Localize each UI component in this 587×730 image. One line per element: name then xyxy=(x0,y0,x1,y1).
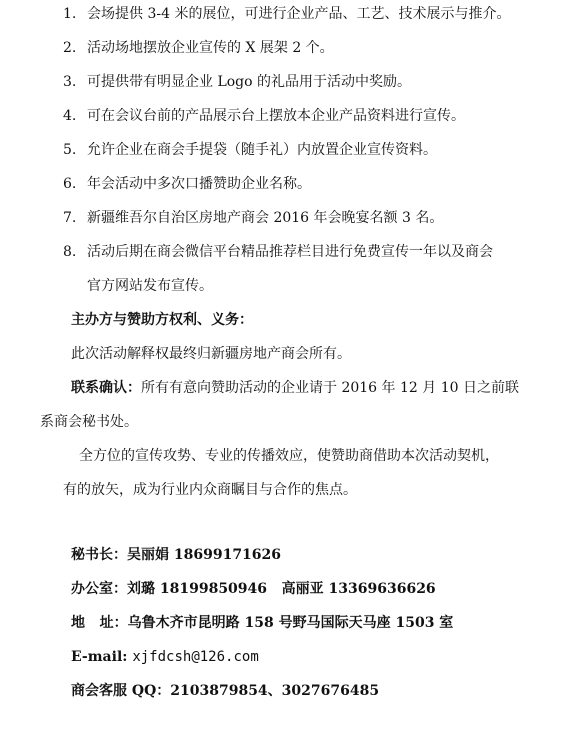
list-number: 7. xyxy=(63,210,77,226)
list-number: 1. xyxy=(63,6,77,22)
contact-email xyxy=(71,648,259,666)
list-item xyxy=(63,39,334,57)
list-text: 年会活动中多次口播赞助企业名称。 xyxy=(87,176,311,192)
list-number: 2. xyxy=(63,40,77,56)
email-link[interactable]: xjfdcsh@126.com xyxy=(132,649,259,665)
list-item xyxy=(63,175,311,193)
list-number: 3. xyxy=(63,74,77,90)
list-number: 5. xyxy=(63,142,77,158)
confirm-paragraph xyxy=(71,379,519,397)
section-heading: 主办方与赞助方权利、义务： xyxy=(71,312,253,328)
address-label: 地 址： xyxy=(71,615,128,631)
list-item xyxy=(63,73,411,91)
rights-text: 此次活动解释权最终归新疆房地产商会所有。 xyxy=(71,346,351,362)
list-item-continuation: 官方网站发布宣传。 xyxy=(87,278,213,294)
list-text: 可在会议台前的产品展示台上摆放本企业产品资料进行宣传。 xyxy=(87,108,465,124)
slogan-line-2: 有的放矢，成为行业内众商瞩目与合作的焦点。 xyxy=(63,482,357,498)
list-item xyxy=(63,209,443,227)
list-text: 可提供带有明显企业 Logo 的礼品用于活动中奖励。 xyxy=(87,74,412,90)
secretary-label: 秘书长： xyxy=(71,547,127,563)
office-value: 刘璐 18199850946 高丽亚 13369636626 xyxy=(127,581,436,597)
address-value: 乌鲁木齐市昆明路 158 号野马国际天马座 1503 室 xyxy=(127,615,454,631)
list-number: 8. xyxy=(63,244,77,260)
contact-address xyxy=(71,614,453,632)
list-text: 新疆维吾尔自治区房地产商会 2016 年会晚宴名额 3 名。 xyxy=(87,210,444,226)
service-value: 2103879854、3027676485 xyxy=(170,683,380,699)
email-label: E-mail: xyxy=(71,649,128,665)
contact-service-qq xyxy=(71,682,379,700)
contact-secretary xyxy=(71,546,281,564)
office-label: 办公室： xyxy=(71,581,127,597)
confirm-continuation: 系商会秘书处。 xyxy=(40,414,138,430)
list-text: 允许企业在商会手提袋（随手礼）内放置企业宣传资料。 xyxy=(87,142,437,158)
list-item xyxy=(63,5,510,23)
list-number: 6. xyxy=(63,176,77,192)
list-text: 活动场地摆放企业宣传的 X 展架 2 个。 xyxy=(87,40,334,56)
confirm-label: 联系确认： xyxy=(71,380,141,396)
contact-office xyxy=(71,580,436,598)
list-text: 活动后期在商会微信平台精品推荐栏目进行免费宣传一年以及商会 xyxy=(87,244,493,260)
secretary-value: 吴丽娟 18699171626 xyxy=(127,547,282,563)
list-number: 4. xyxy=(63,108,77,124)
list-item xyxy=(63,107,465,125)
confirm-text: 所有有意向赞助活动的企业请于 2016 年 12 月 10 日之前联 xyxy=(141,380,519,396)
list-item xyxy=(63,243,493,261)
service-label: 商会客服 QQ： xyxy=(71,683,171,699)
list-text: 会场提供 3-4 米的展位，可进行企业产品、工艺、技术展示与推介。 xyxy=(87,6,511,22)
slogan-line-1: 全方位的宣传攻势、专业的传播效应，使赞助商借助本次活动契机， xyxy=(79,448,499,464)
list-item xyxy=(63,141,437,159)
